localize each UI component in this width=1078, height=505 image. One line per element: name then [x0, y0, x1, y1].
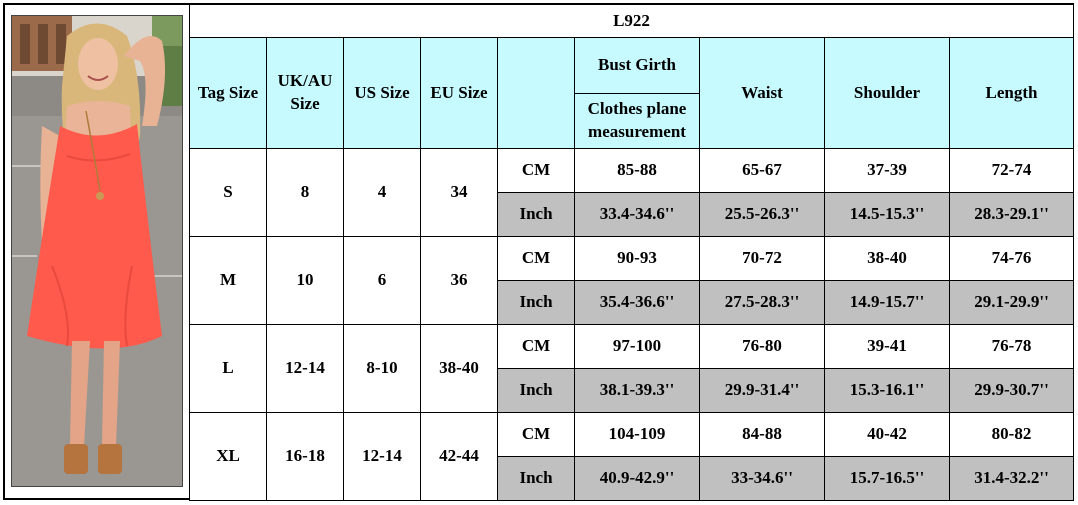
- header-us-size: US Size: [344, 38, 421, 149]
- header-bust-girth: Bust Girth: [575, 38, 700, 94]
- table-row: [190, 325, 1074, 369]
- shoulder-cell: 39-41: [825, 325, 950, 369]
- bust-cell: 97-100: [575, 325, 700, 369]
- uk-au-size-cell: 8: [267, 149, 344, 237]
- length-cell: 76-78: [950, 325, 1074, 369]
- shoulder-cell: 40-42: [825, 413, 950, 457]
- unit-cell: CM: [498, 149, 575, 193]
- unit-cell: Inch: [498, 457, 575, 501]
- waist-cell: 33-34.6'': [700, 457, 825, 501]
- shoulder-cell: 15.7-16.5'': [825, 457, 950, 501]
- eu-size-cell: 34: [421, 149, 498, 237]
- header-uk-au-size: UK/AU Size: [267, 38, 344, 149]
- unit-cell: Inch: [498, 369, 575, 413]
- unit-cell: CM: [498, 237, 575, 281]
- uk-au-size-cell: 10: [267, 237, 344, 325]
- tag-size-cell: L: [190, 325, 267, 413]
- shoulder-cell: 14.5-15.3'': [825, 193, 950, 237]
- header-tag-size: Tag Size: [190, 38, 267, 149]
- table-row: [190, 149, 1074, 193]
- waist-cell: 76-80: [700, 325, 825, 369]
- unit-cell: Inch: [498, 281, 575, 325]
- unit-cell: Inch: [498, 193, 575, 237]
- eu-size-cell: 42-44: [421, 413, 498, 501]
- waist-cell: 65-67: [700, 149, 825, 193]
- length-cell: 31.4-32.2'': [950, 457, 1074, 501]
- header-clothes-plane-measurement: Clothes plane measurement: [575, 94, 700, 149]
- shoulder-cell: 38-40: [825, 237, 950, 281]
- header-unit: [498, 38, 575, 149]
- eu-size-cell: 36: [421, 237, 498, 325]
- model-in-coral-dress-image: [12, 16, 182, 486]
- length-cell: 80-82: [950, 413, 1074, 457]
- tag-size-cell: S: [190, 149, 267, 237]
- bust-cell: 90-93: [575, 237, 700, 281]
- bust-cell: 38.1-39.3'': [575, 369, 700, 413]
- us-size-cell: 4: [344, 149, 421, 237]
- shoulder-cell: 15.3-16.1'': [825, 369, 950, 413]
- waist-cell: 29.9-31.4'': [700, 369, 825, 413]
- uk-au-size-cell: 16-18: [267, 413, 344, 501]
- bust-cell: 104-109: [575, 413, 700, 457]
- waist-cell: 70-72: [700, 237, 825, 281]
- length-cell: 74-76: [950, 237, 1074, 281]
- us-size-cell: 6: [344, 237, 421, 325]
- bust-cell: 33.4-34.6'': [575, 193, 700, 237]
- us-size-cell: 12-14: [344, 413, 421, 501]
- product-photo: [11, 15, 183, 487]
- length-cell: 29.1-29.9'': [950, 281, 1074, 325]
- table-row: [190, 413, 1074, 457]
- bust-cell: 40.9-42.9'': [575, 457, 700, 501]
- header-shoulder: Shoulder: [825, 38, 950, 149]
- eu-size-cell: 38-40: [421, 325, 498, 413]
- size-chart-table: [189, 4, 1074, 501]
- us-size-cell: 8-10: [344, 325, 421, 413]
- waist-cell: 27.5-28.3'': [700, 281, 825, 325]
- waist-cell: 25.5-26.3'': [700, 193, 825, 237]
- table-row: [190, 237, 1074, 281]
- waist-cell: 84-88: [700, 413, 825, 457]
- shoulder-cell: 14.9-15.7'': [825, 281, 950, 325]
- unit-cell: CM: [498, 413, 575, 457]
- header-length: Length: [950, 38, 1074, 149]
- tag-size-cell: M: [190, 237, 267, 325]
- shoulder-cell: 37-39: [825, 149, 950, 193]
- chart-title: L922: [190, 5, 1074, 38]
- header-eu-size: EU Size: [421, 38, 498, 149]
- length-cell: 29.9-30.7'': [950, 369, 1074, 413]
- bust-cell: 85-88: [575, 149, 700, 193]
- unit-cell: CM: [498, 325, 575, 369]
- tag-size-cell: XL: [190, 413, 267, 501]
- uk-au-size-cell: 12-14: [267, 325, 344, 413]
- length-cell: 72-74: [950, 149, 1074, 193]
- bust-cell: 35.4-36.6'': [575, 281, 700, 325]
- header-waist: Waist: [700, 38, 825, 149]
- length-cell: 28.3-29.1'': [950, 193, 1074, 237]
